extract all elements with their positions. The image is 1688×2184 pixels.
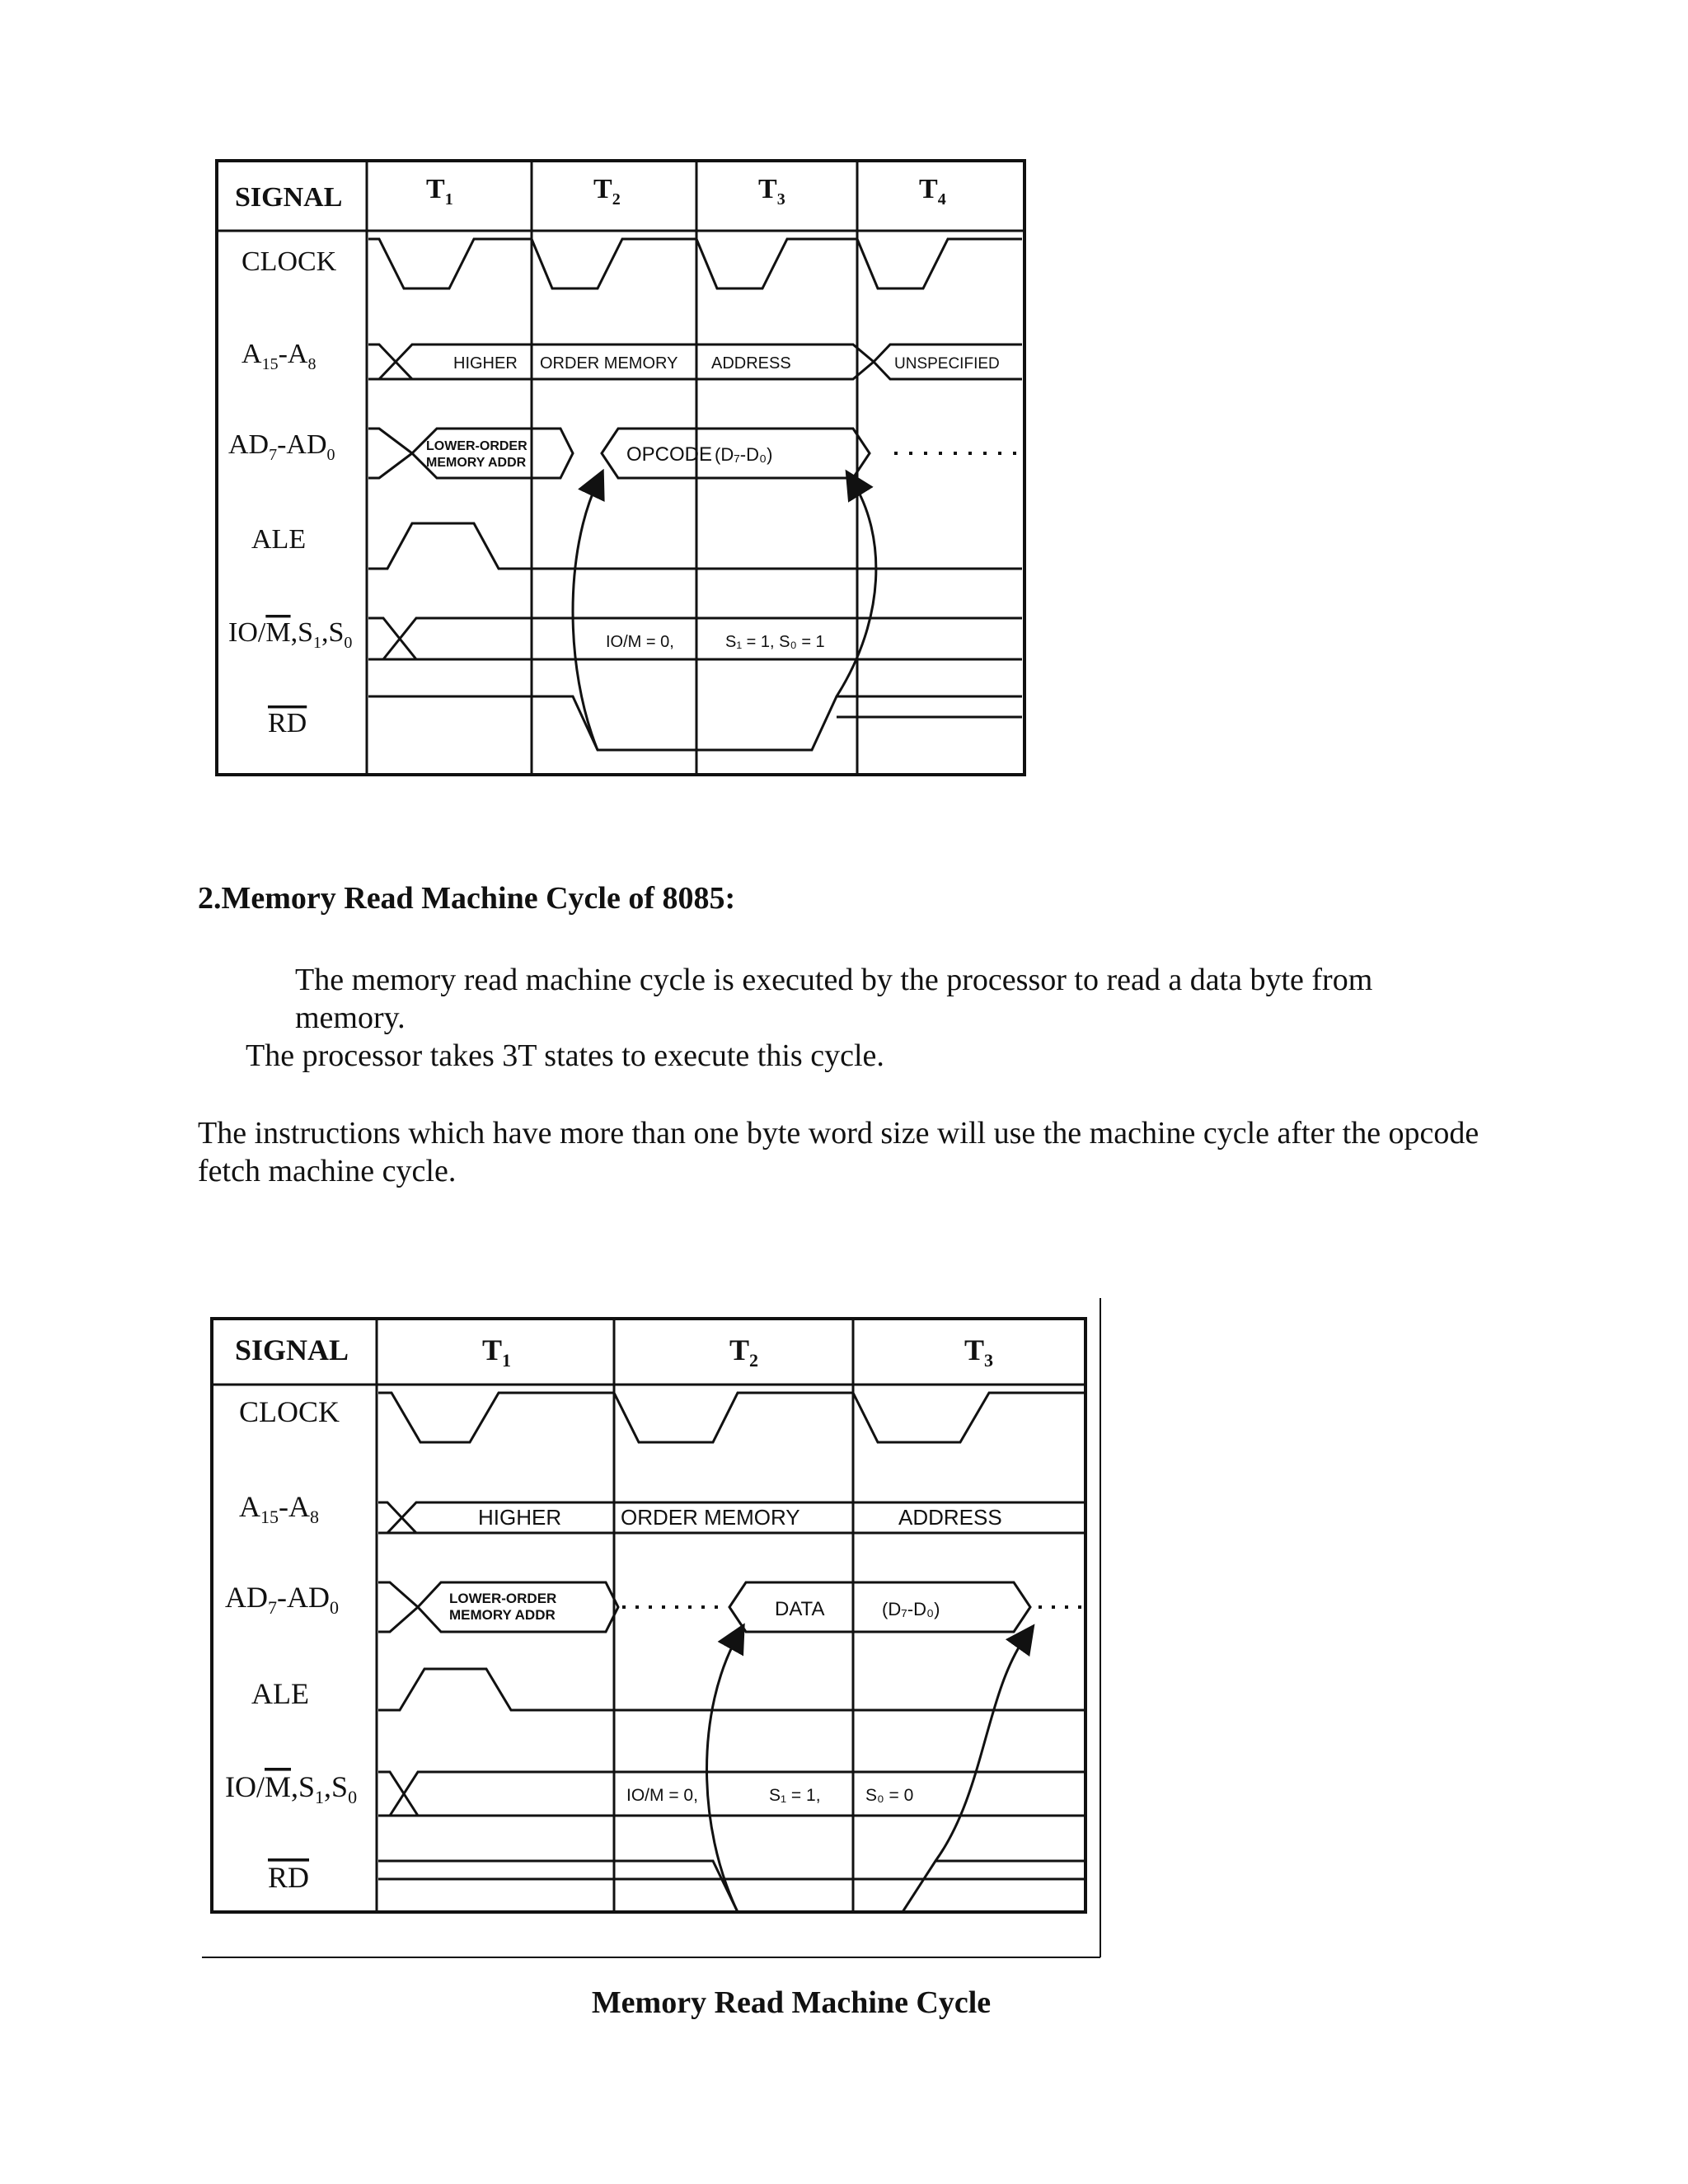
t2-header: $T_2$ <box>593 174 621 209</box>
clock-waveform <box>378 1393 1085 1442</box>
rd-rising-arrow <box>935 1636 1026 1861</box>
memory-addr-annotation: MEMORY ADDR <box>426 456 527 470</box>
lower-order-annotation: LOWER-ORDER <box>426 439 528 453</box>
intro-paragraph: The memory read machine cycle is executed by the processor to read a data byte from memory. <box>295 963 1373 1035</box>
t4-header: $T_4$ <box>919 174 946 209</box>
order-memory-annotation: ORDER MEMORY <box>621 1505 800 1530</box>
opcode-fetch-timing-diagram <box>210 157 1034 783</box>
s1-value-annotation: S₁ = 1, <box>769 1786 821 1805</box>
lower-order-annotation: LOWER-ORDER <box>449 1591 557 1606</box>
ale-waveform <box>378 1669 1085 1710</box>
memory-read-timing-diagram <box>202 1298 1117 1970</box>
signal-header: SIGNAL <box>235 182 343 213</box>
rd-to-data-arrow <box>573 482 598 750</box>
iom-value-annotation: IO/M = 0, <box>626 1786 698 1805</box>
diagram-frame <box>212 1319 1085 1912</box>
higher-annotation: HIGHER <box>478 1505 562 1530</box>
memory-addr-annotation: MEMORY ADDR <box>449 1607 556 1623</box>
diagram-frame <box>217 161 1025 775</box>
t1-header: $T_1$ <box>482 1333 512 1371</box>
rd-label: RD <box>268 708 307 738</box>
ad-bus-waveform <box>368 429 870 478</box>
address-annotation: ADDRESS <box>898 1505 1002 1530</box>
t3-header: $T_3$ <box>758 174 785 209</box>
data-annotation: DATA <box>775 1598 825 1620</box>
rd-to-data-arrow <box>707 1636 738 1912</box>
unspecified-annotation: UNSPECIFIED <box>894 355 1000 373</box>
t2-header: $T_2$ <box>729 1333 759 1371</box>
section-title: 2.Memory Read Machine Cycle of 8085: <box>198 881 736 916</box>
ad-bus-label: $AD_7-AD_0$ <box>228 429 335 464</box>
data-range-annotation: (D₇-D₀) <box>715 444 773 465</box>
t3-header: $T_3$ <box>964 1333 994 1371</box>
s0-value-annotation: S₀ = 0 <box>865 1786 914 1805</box>
t-states-paragraph: The processor takes 3T states to execute this cycle. <box>246 1038 884 1073</box>
rd-label: RD <box>268 1861 310 1894</box>
iom-value-annotation: IO/M = 0, <box>606 633 674 651</box>
address-high-label: $A_{15}-A_8$ <box>241 339 316 373</box>
ale-label: ALE <box>251 524 307 555</box>
iom-status-waveform <box>378 1772 1085 1816</box>
address-high-label: $A_{15}-A_8$ <box>239 1490 319 1527</box>
clock-label: CLOCK <box>239 1395 340 1428</box>
ale-label: ALE <box>251 1677 309 1710</box>
rd-waveform <box>378 1861 1085 1912</box>
opcode-annotation: OPCODE <box>626 443 713 466</box>
status-value-annotation: S₁ = 1, S₀ = 1 <box>725 633 825 651</box>
iom-status-label: $IO/M,S_1,S_0$ <box>225 1770 358 1807</box>
iom-status-label: $IO/M,S_1,S_0$ <box>228 617 353 652</box>
clock-label: CLOCK <box>241 246 337 277</box>
ad-bus-label: $AD_7-AD_0$ <box>225 1581 339 1618</box>
signal-header: SIGNAL <box>235 1333 349 1366</box>
t1-header: $T_1$ <box>426 174 453 209</box>
usage-paragraph: The instructions which have more than one byte word size will use the machine cycle after the opcode fetch machine cycle. <box>198 1116 1479 1188</box>
data-range-annotation: (D₇-D₀) <box>882 1599 940 1619</box>
higher-annotation: HIGHER <box>453 354 518 373</box>
figure-caption: Memory Read Machine Cycle <box>591 1985 992 2020</box>
order-memory-annotation: ORDER MEMORY <box>540 354 678 373</box>
address-annotation: ADDRESS <box>711 354 791 373</box>
